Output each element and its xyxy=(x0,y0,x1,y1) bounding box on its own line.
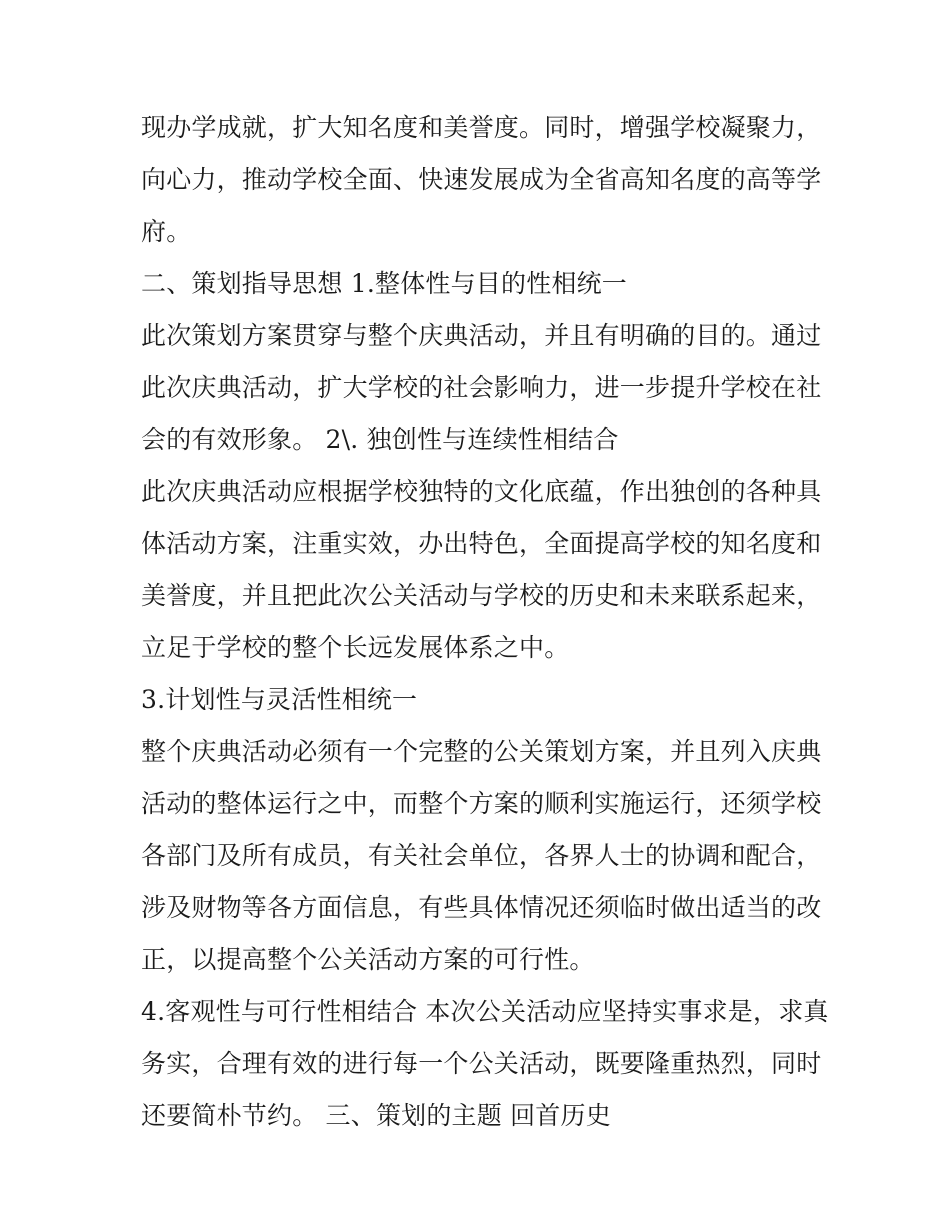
text-line: 立足于学校的整个长远发展体系之中。 xyxy=(141,633,570,662)
text-line: 4.客观性与可行性相结合 本次公关活动应坚持实事求是，求真 xyxy=(141,997,829,1026)
text-line: 此次策划方案贯穿与整个庆典活动，并且有明确的目的。通过 xyxy=(141,321,822,350)
text-line: 各部门及所有成员，有关社会单位，各界人士的协调和配合， xyxy=(141,841,822,870)
text-line: 会的有效形象。 2\. 独创性与连续性相结合 xyxy=(141,425,619,454)
text-line: 涉及财物等各方面信息，有些具体情况还须临时做出适当的改 xyxy=(141,893,822,922)
text-line: 此次庆典活动，扩大学校的社会影响力，进一步提升学校在社 xyxy=(141,373,822,402)
text-line: 务实，合理有效的进行每一个公关活动，既要隆重热烈，同时 xyxy=(141,1049,822,1078)
text-line: 整个庆典活动必须有一个完整的公关策划方案，并且列入庆典 xyxy=(141,737,822,766)
text-line: 正，以提高整个公关活动方案的可行性。 xyxy=(141,945,595,974)
text-line: 现办学成就，扩大知名度和美誉度。同时，增强学校凝聚力， xyxy=(141,113,822,142)
text-line: 体活动方案，注重实效，办出特色，全面提高学校的知名度和 xyxy=(141,529,822,558)
section-heading: 3.计划性与灵活性相统一 xyxy=(141,685,418,714)
text-line: 此次庆典活动应根据学校独特的文化底蕴，作出独创的各种具 xyxy=(141,477,822,506)
text-line: 美誉度，并且把此次公关活动与学校的历史和未来联系起来， xyxy=(141,581,822,610)
section-heading: 二、策划指导思想 1.整体性与目的性相统一 xyxy=(141,269,628,298)
text-line: 活动的整体运行之中，而整个方案的顺利实施运行，还须学校 xyxy=(141,789,822,818)
text-line: 向心力，推动学校全面、快速发展成为全省高知名度的高等学 xyxy=(141,165,822,194)
text-line: 府。 xyxy=(141,217,192,246)
text-line: 还要简朴节约。 三、策划的主题 回首历史 xyxy=(141,1101,611,1130)
